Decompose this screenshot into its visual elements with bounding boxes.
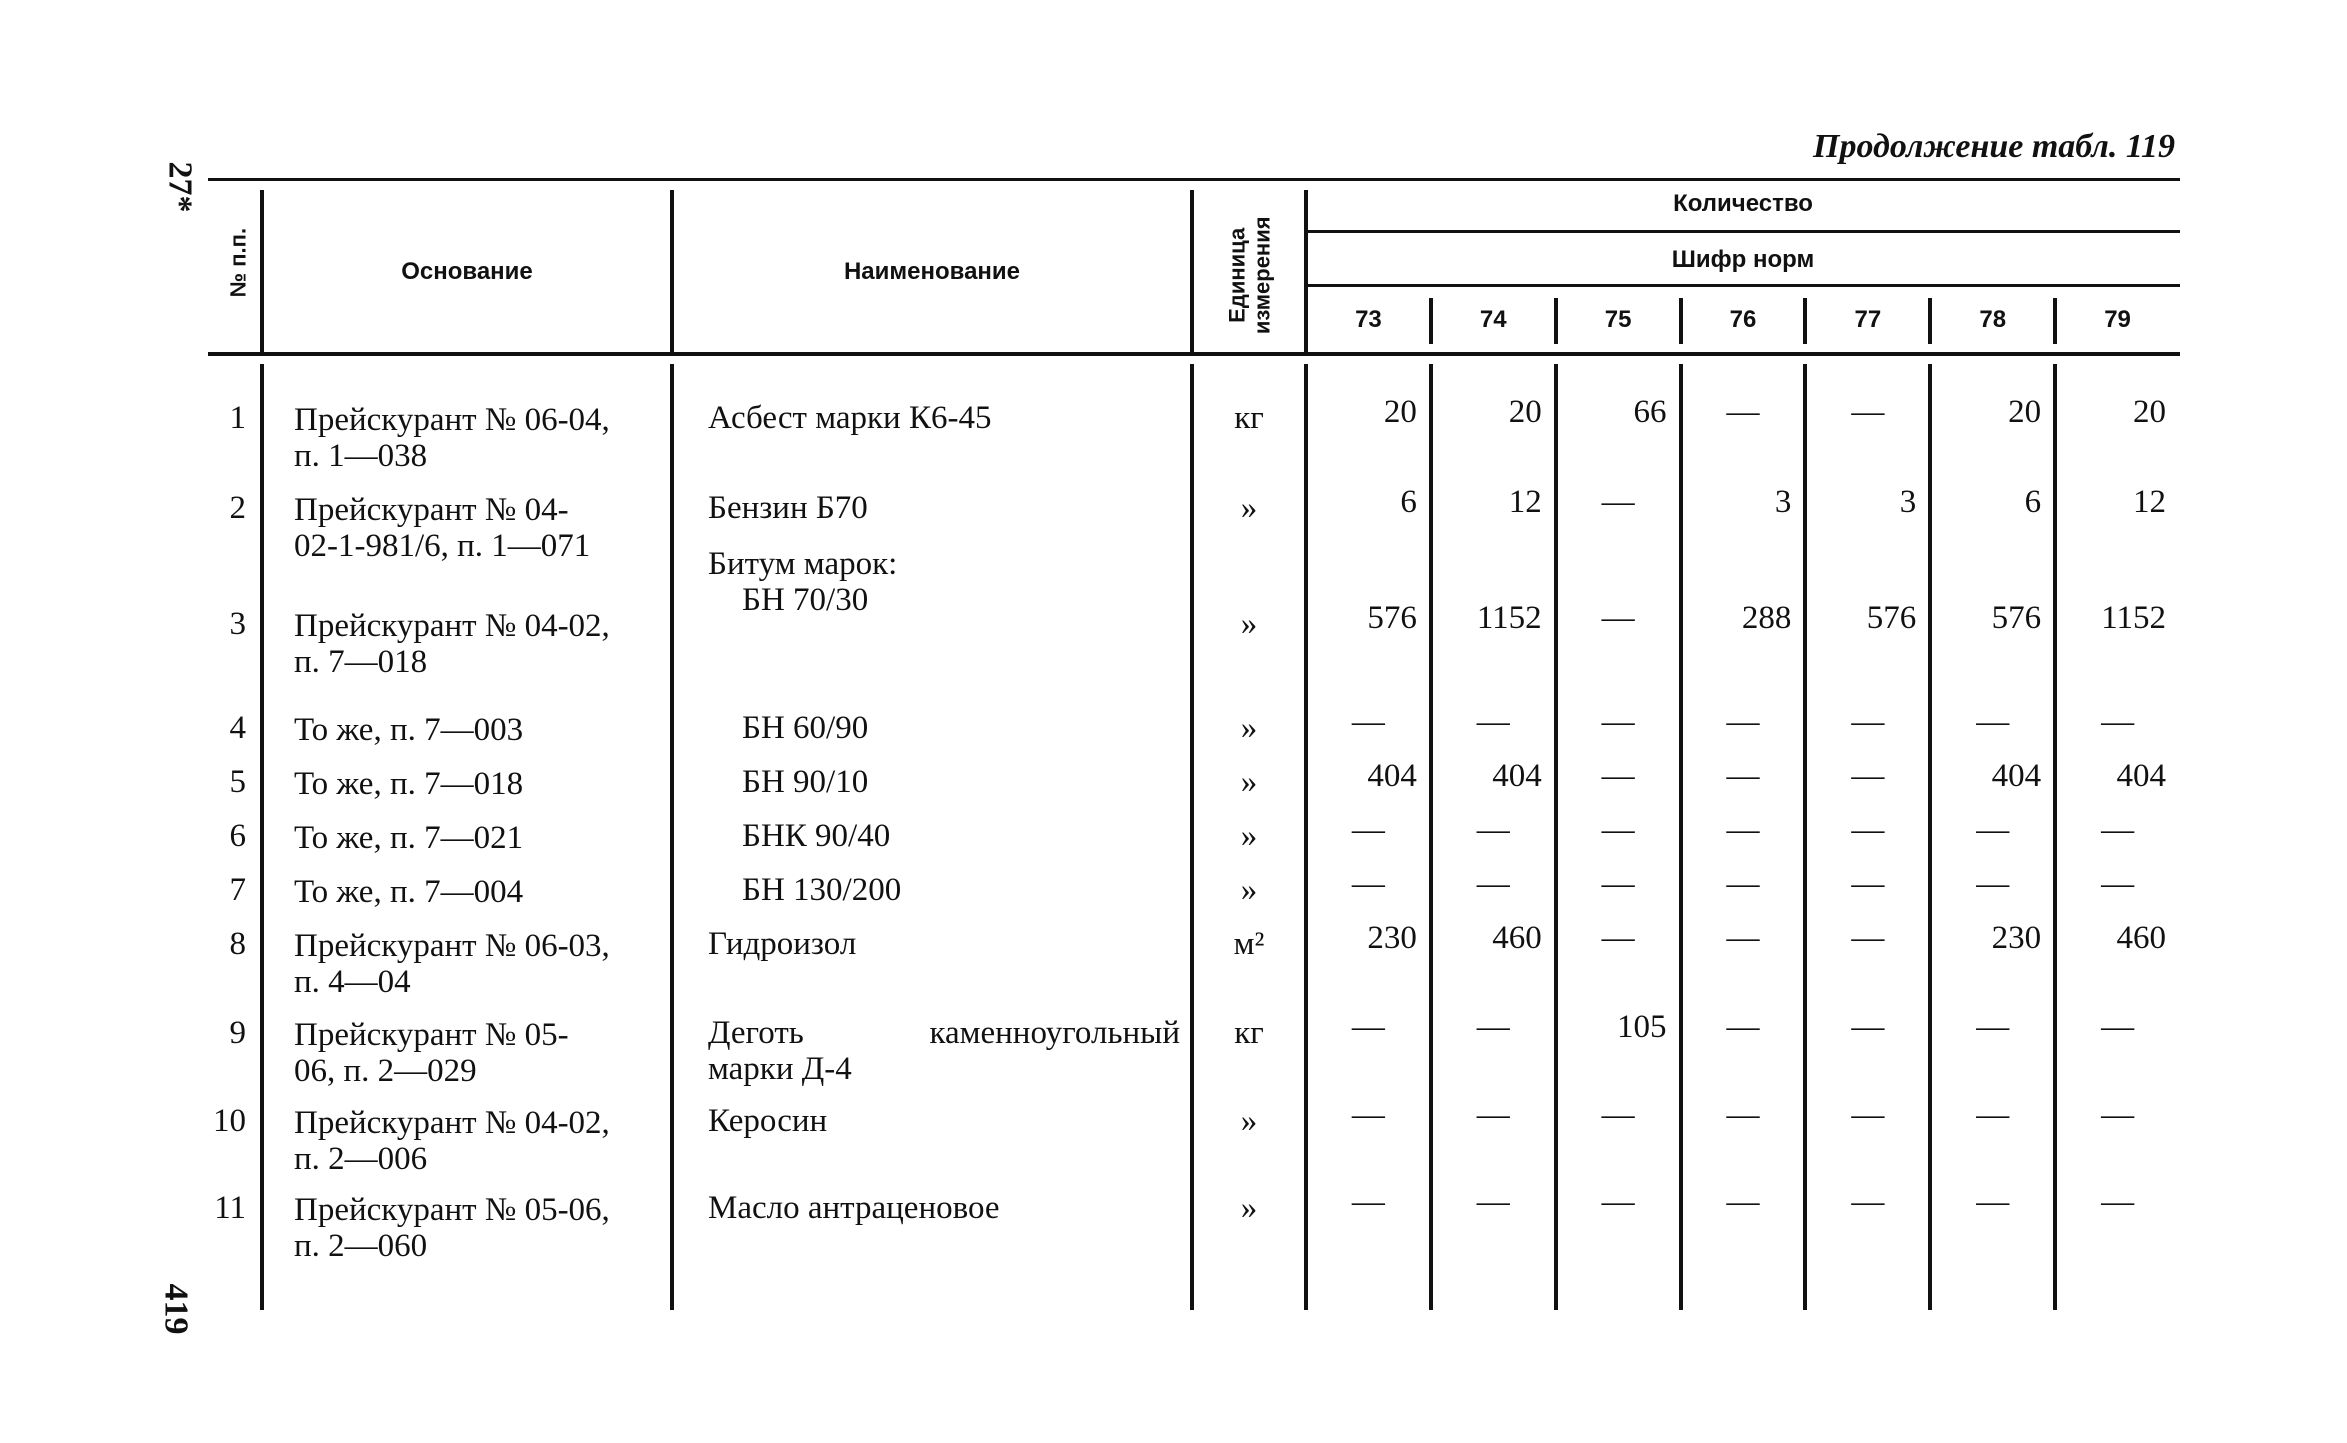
quantity-cell: 1152 <box>1476 600 1542 636</box>
quantity-cell: — <box>1476 866 1510 902</box>
header-quantity: Количество <box>1673 190 1813 217</box>
quantity-cell: — <box>1601 484 1635 520</box>
basis-line: То же, п. 7—004 <box>294 874 524 910</box>
name-line: Масло антраценовое <box>708 1190 1000 1226</box>
header-unit-line2: измерения <box>1250 216 1275 335</box>
header-row-number: № п.п. <box>225 227 251 298</box>
header-norm-code: 76 <box>1729 306 1757 333</box>
quantity-cell: — <box>1976 866 2010 902</box>
quantity-cell: — <box>1726 1097 1760 1133</box>
basis-line: То же, п. 7—021 <box>294 820 524 856</box>
unit-cell: » <box>1240 606 1258 642</box>
quantity-cell: 288 <box>1741 600 1792 636</box>
unit-cell: кг <box>1234 400 1264 436</box>
quantity-cell: — <box>1601 812 1635 848</box>
quantity-cell: — <box>1851 920 1885 956</box>
name-line: БН 60/90 <box>742 710 869 746</box>
row-number: 8 <box>229 926 246 962</box>
unit-cell: » <box>1240 764 1258 800</box>
quantity-cell: 66 <box>1633 394 1667 430</box>
quantity-cell: 404 <box>1492 758 1542 794</box>
quantity-cell: 460 <box>2116 920 2166 956</box>
quantity-cell: 3 <box>1899 484 1917 520</box>
quantity-cell: 12 <box>2132 484 2166 520</box>
header-norm-code: 78 <box>1979 306 2007 333</box>
quantity-cell: — <box>1601 866 1635 902</box>
quantity-cell: — <box>2101 1184 2135 1220</box>
header-unit <box>1225 195 1276 355</box>
quantity-cell: — <box>2101 866 2135 902</box>
quantity-cell: — <box>2101 1097 2135 1133</box>
unit-cell: » <box>1240 818 1258 854</box>
quantity-cell: 404 <box>2116 758 2166 794</box>
norms-rule <box>1306 284 2180 287</box>
quantity-cell: — <box>1851 1097 1885 1133</box>
name-line: БН 130/200 <box>742 872 902 908</box>
header-norm-code: 74 <box>1479 306 1507 333</box>
quantity-cell: — <box>1726 1184 1760 1220</box>
quantity-cell: — <box>1851 704 1885 740</box>
quantity-cell: — <box>1351 1184 1385 1220</box>
quantity-cell: 105 <box>1617 1009 1667 1045</box>
name-line <box>708 1015 1180 1051</box>
row-number: 6 <box>229 818 246 854</box>
quantity-cell: 460 <box>1492 920 1542 956</box>
quantity-cell: — <box>1351 1009 1385 1045</box>
unit-cell: » <box>1240 1190 1258 1226</box>
quantity-cell: — <box>1726 1009 1760 1045</box>
quantity-cell: 404 <box>1991 758 2042 794</box>
header-basis: Основание <box>401 258 533 285</box>
quantity-cell: — <box>1601 1097 1635 1133</box>
basis-line: Прейскурант № 06-03, <box>294 928 610 964</box>
unit-cell: » <box>1240 710 1258 746</box>
name-line: Бензин Б70 <box>708 490 868 526</box>
row-number: 7 <box>229 872 246 908</box>
quantity-cell: 230 <box>1367 920 1417 956</box>
quantity-cell: — <box>1851 394 1885 430</box>
quantity-cell: 576 <box>1866 600 1917 636</box>
quantity-cell: — <box>1976 1009 2010 1045</box>
quantity-rule <box>1306 230 2180 233</box>
quantity-cell: — <box>1851 812 1885 848</box>
table-caption: Продолжение табл. 119 <box>1813 128 2175 165</box>
body-column-divider <box>670 364 674 1310</box>
header-bottom-rule <box>208 352 2180 356</box>
row-number: 9 <box>229 1015 246 1051</box>
basis-line: п. 4—04 <box>294 964 411 1000</box>
quantity-cell: — <box>1976 1184 2010 1220</box>
basis-line: п. 2—006 <box>294 1141 428 1177</box>
basis-line: 06, п. 2—029 <box>294 1053 477 1089</box>
quantity-cell: — <box>1726 394 1760 430</box>
quantity-cell: — <box>1601 920 1635 956</box>
unit-cell: м² <box>1233 926 1265 962</box>
quantity-cell: — <box>2101 704 2135 740</box>
name-line: марки Д-4 <box>708 1051 852 1087</box>
quantity-cell: — <box>1726 704 1760 740</box>
name-line: Битум марок: <box>708 546 898 582</box>
basis-line: Прейскурант № 04-02, <box>294 1105 610 1141</box>
header-norms: Шифр норм <box>1671 246 1815 273</box>
basis-line: п. 2—060 <box>294 1228 428 1264</box>
quantity-cell: 3 <box>1774 484 1792 520</box>
basis-line: Прейскурант № 05-06, <box>294 1192 610 1228</box>
quantity-cell: — <box>1476 1097 1510 1133</box>
unit-cell: » <box>1240 1103 1258 1139</box>
header-name: Наименование <box>843 258 1021 285</box>
name-line: Гидроизол <box>708 926 857 962</box>
quantity-cell: — <box>1726 758 1760 794</box>
quantity-cell: 20 <box>2132 394 2166 430</box>
quantity-cell: 576 <box>1991 600 2042 636</box>
basis-line: Прейскурант № 04- <box>294 492 569 528</box>
name-line: Керосин <box>708 1103 828 1139</box>
row-number: 3 <box>229 606 246 642</box>
row-number: 5 <box>229 764 246 800</box>
basis-line: Прейскурант № 06-04, <box>294 402 610 438</box>
quantity-cell: 20 <box>1383 394 1417 430</box>
basis-line: Прейскурант № 04-02, <box>294 608 610 644</box>
name-line: БН 70/30 <box>742 582 869 618</box>
header-norm-code: 73 <box>1355 306 1382 333</box>
name-line: БН 90/10 <box>742 764 869 800</box>
basis-line: Прейскурант № 05- <box>294 1017 569 1053</box>
header-norm-code: 79 <box>2104 306 2131 333</box>
quantity-cell: 20 <box>1508 394 1542 430</box>
quantity-cell: — <box>1726 920 1760 956</box>
quantity-cell: 576 <box>1367 600 1417 636</box>
quantity-cell: — <box>1601 758 1635 794</box>
quantity-cell: — <box>1601 704 1635 740</box>
quantity-cell: — <box>1351 866 1385 902</box>
basis-line: То же, п. 7—003 <box>294 712 524 748</box>
header-norm-code: 75 <box>1604 306 1632 333</box>
quantity-cell: — <box>1726 812 1760 848</box>
basis-line: То же, п. 7—018 <box>294 766 524 802</box>
unit-cell: » <box>1240 490 1258 526</box>
quantity-cell: — <box>1976 812 2010 848</box>
name-word: каменноугольный <box>929 1015 1180 1051</box>
basis-line: п. 7—018 <box>294 644 428 680</box>
quantity-cell: — <box>1476 812 1510 848</box>
quantity-cell: — <box>1976 1097 2010 1133</box>
quantity-cell: 1152 <box>2101 600 2166 636</box>
name-line: БНК 90/40 <box>742 818 891 854</box>
page-number: 419 <box>157 1283 195 1335</box>
quantity-cell: — <box>1976 704 2010 740</box>
unit-cell: » <box>1240 872 1258 908</box>
quantity-cell: — <box>1601 600 1635 636</box>
header-norm-code: 77 <box>1854 306 1882 333</box>
row-number: 1 <box>229 400 246 436</box>
header-unit-line1: Единица <box>1224 227 1250 323</box>
name-word: Деготь <box>708 1015 804 1051</box>
basis-line: п. 1—038 <box>294 438 428 474</box>
quantity-cell: — <box>2101 812 2135 848</box>
quantity-cell: 404 <box>1367 758 1417 794</box>
row-number: 2 <box>229 490 246 526</box>
basis-line: 02-1-981/6, п. 1—071 <box>294 528 591 564</box>
quantity-cell: — <box>1351 1097 1385 1133</box>
quantity-cell: — <box>2101 1009 2135 1045</box>
quantity-cell: — <box>1851 1009 1885 1045</box>
body-column-divider <box>260 364 264 1310</box>
quantity-cell: 6 <box>2024 484 2042 520</box>
table-top-rule <box>208 178 2180 181</box>
quantity-cell: — <box>1476 1184 1510 1220</box>
row-number: 10 <box>213 1103 246 1139</box>
quantity-cell: — <box>1476 704 1510 740</box>
quantity-cell: — <box>1351 704 1385 740</box>
quantity-cell: 20 <box>2008 394 2042 430</box>
quantity-cell: 6 <box>1400 484 1417 520</box>
quantity-cell: — <box>1476 1009 1510 1045</box>
unit-cell: кг <box>1234 1015 1264 1051</box>
name-line: Асбест марки К6-45 <box>708 400 992 436</box>
quantity-cell: — <box>1601 1184 1635 1220</box>
row-number: 4 <box>229 710 246 746</box>
quantity-cell: 12 <box>1508 484 1542 520</box>
row-number: 11 <box>214 1190 246 1226</box>
quantity-cell: — <box>1851 758 1885 794</box>
quantity-cell: — <box>1726 866 1760 902</box>
quantity-cell: — <box>1351 812 1385 848</box>
quantity-cell: — <box>1851 866 1885 902</box>
quantity-cell: — <box>1851 1184 1885 1220</box>
quantity-cell: 230 <box>1991 920 2042 956</box>
page-signature-mark: 27* <box>161 161 199 213</box>
